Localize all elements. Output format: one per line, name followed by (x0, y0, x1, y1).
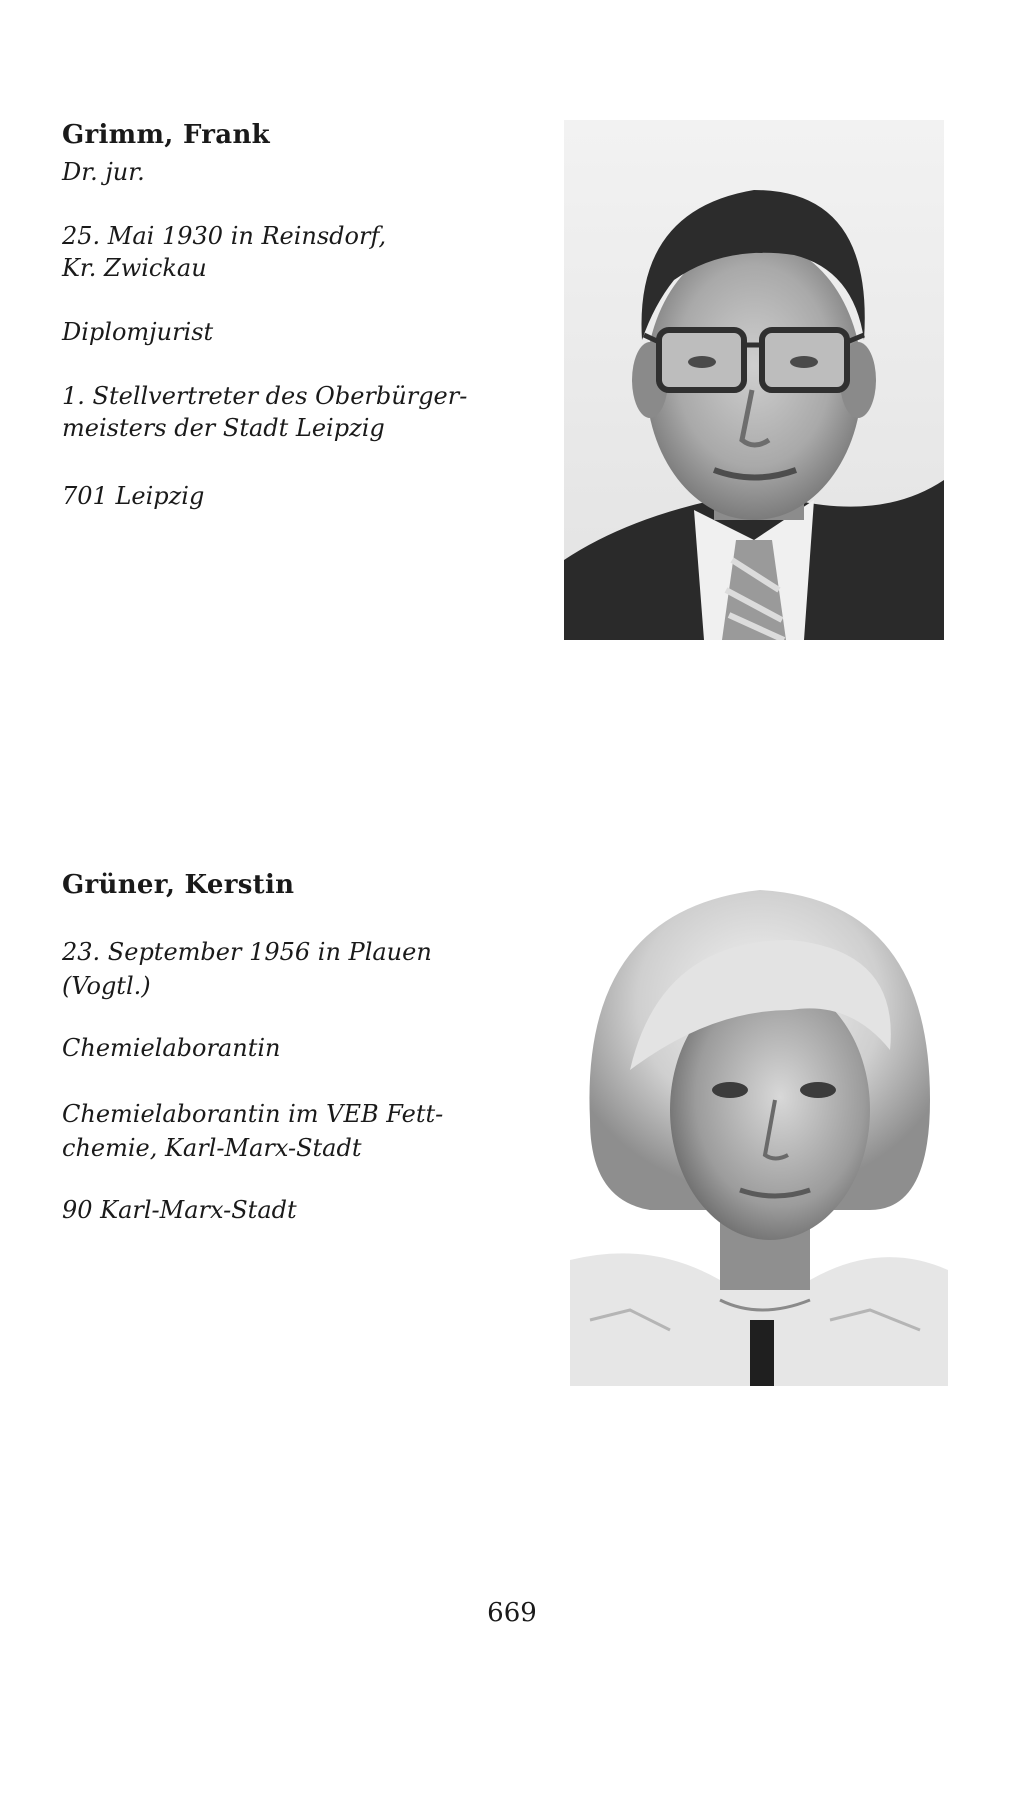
entry-position-line-1: 1. Stellvertreter des Oberbürger- (62, 382, 468, 410)
entry-location: 90 Karl-Marx-Stadt (62, 1196, 297, 1224)
entry-position-line-2: meisters der Stadt Leipzig (62, 414, 385, 442)
entry-birth-line-1: 25. Mai 1930 in Reinsdorf, (62, 222, 387, 250)
entry-location: 701 Leipzig (62, 482, 205, 510)
page-number: 669 (487, 1598, 537, 1628)
entry-profession: Diplomjurist (62, 318, 214, 346)
portrait-photo-grimm (564, 120, 944, 640)
entry-name: Grüner, Kerstin (62, 870, 295, 900)
entry-birth-line-2: (Vogtl.) (62, 972, 151, 1000)
entry-birth-line-1: 23. September 1956 in Plauen (62, 938, 432, 966)
entry-academic-title: Dr. jur. (62, 158, 145, 186)
entry-birth-line-2: Kr. Zwickau (62, 254, 207, 282)
entry-position-line-1: Chemielaborantin im VEB Fett- (62, 1100, 444, 1128)
entry-name: Grimm, Frank (62, 120, 270, 150)
entry-profession: Chemielaborantin (62, 1034, 281, 1062)
portrait-photo-gruener (570, 880, 948, 1386)
entry-position-line-2: chemie, Karl-Marx-Stadt (62, 1134, 362, 1162)
